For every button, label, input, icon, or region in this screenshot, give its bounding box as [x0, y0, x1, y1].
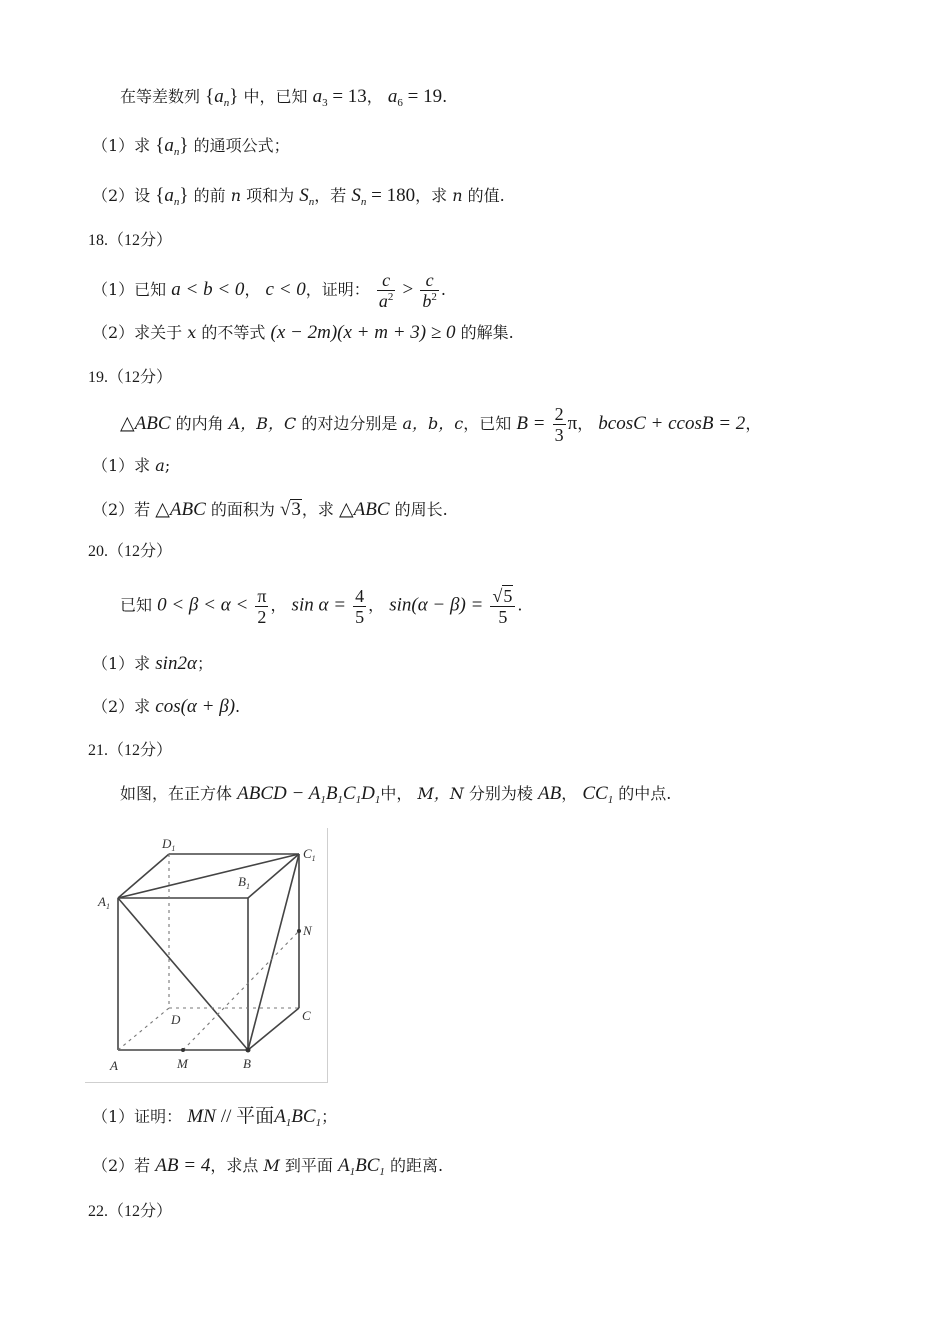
p19-intro: △ABC 的内角 A，B，C 的对边分别是 a，b，c，已知 B = $\frac{2}{3}$ π， bcosC + ccosB = 2， [120, 404, 762, 445]
p18-q2: （2）求关于 x 的不等式 (x − 2m)(x + m + 3) ≥ 0 的解集. [92, 322, 514, 343]
label-A1: $A_1$ [98, 894, 110, 911]
label-B: B [243, 1056, 251, 1071]
p17-q1: （1）求 $\{a_n\}$ 的通项公式； [92, 135, 290, 158]
frac-c-b2: $\frac{c}{b^2}$ [422, 270, 437, 311]
label-N: N [303, 923, 312, 938]
p20-header: 20.（12分） [88, 543, 173, 560]
p21-header: 21.（12分） [88, 742, 173, 759]
label-C1: $C_1$ [303, 846, 316, 863]
p17-intro: 在等差数列 $\{a_n\}$ 中，已知 $a_3 = 13$， $a_6 = 19$. [120, 86, 448, 109]
label-M: M [177, 1056, 188, 1071]
label-A: A [110, 1058, 118, 1073]
sqrt-3: √3 [279, 499, 301, 520]
an-set: $\{a_n\}$ [205, 86, 239, 109]
label-B1: $B_1$ [238, 874, 250, 891]
p22-header: 22.（12分） [88, 1203, 173, 1220]
p19-q2: （2）若 △ABC 的面积为 √3，求 △ABC 的周长. [92, 499, 448, 520]
label-C: C [302, 1008, 311, 1023]
p17-q2: （2）设 $\{a_n\}$ 的前 n 项和为 $S_n$，若 $S_n = 180$，求 n 的值. [92, 185, 505, 208]
p19-q1: （1）求 a; [92, 456, 171, 475]
p20-intro: 已知 0 < β < α < $\frac{\pi}{2}$ ， sin α = $\frac{4}{5}$ ， sin(α − β) = $\frac{√5}{5}$ . [120, 585, 523, 627]
frac-2-3: $\frac{2}{3}$ [554, 404, 564, 445]
frac-pi-2: $\frac{\pi}{2}$ [257, 585, 267, 627]
p19-header: 19.（12分） [88, 369, 173, 386]
cube-figure [85, 828, 328, 1083]
frac-4-5: $\frac{4}{5}$ [355, 585, 365, 627]
p20-q1: （1）求 sin2α； [92, 653, 213, 674]
p18-q1: （1）已知 a < b < 0， c < 0，证明： $\frac{c}{a^2}$ > $\frac{c}{b^2}$ . [92, 270, 446, 311]
p21-q2: （2）若 AB = 4，求点 M 到平面 $A_1BC_1$ 的距离. [92, 1155, 444, 1178]
frac-sqrt5-5: $\frac{√5}{5}$ [490, 585, 515, 627]
frac-c-a2: $\frac{c}{a^2}$ [378, 270, 394, 311]
p20-q2: （2）求 cos(α + β). [92, 696, 241, 717]
label-D: D [171, 1012, 181, 1027]
p21-intro: 如图，在正方体 ABCD − $A_1B_1C_1D_1$中， M，N 分别为棱 AB， $CC_1$ 的中点. [120, 783, 672, 806]
p21-q1: （1）证明： MN // 平面$A_1BC_1$； [92, 1106, 338, 1129]
p18-header: 18.（12分） [88, 232, 173, 249]
cube-svg [85, 828, 327, 1082]
label-D1: $D_1$ [162, 836, 176, 853]
